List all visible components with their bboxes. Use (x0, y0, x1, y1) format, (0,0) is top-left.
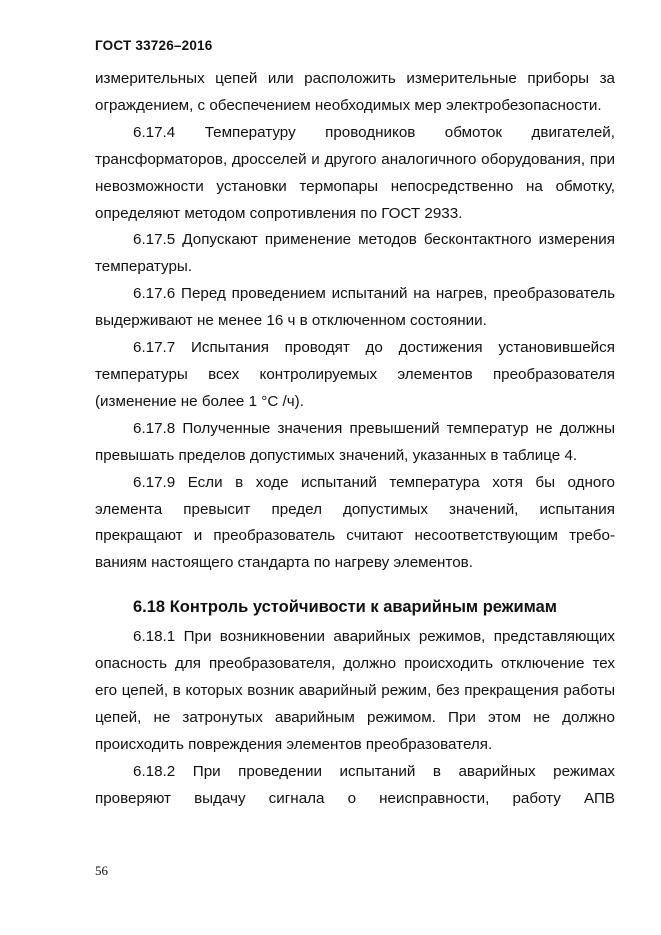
paragraph-6-17-5: 6.17.5 Допускают применение методов бесконтактного измерения температуры. (95, 231, 615, 276)
paragraph-6-18-1: 6.18.1 При возникновении аварийных режимов, представляющих опасность для преобразователя, должно происходить отключение тех его цепей, в которых возник аварийный режим, без прекращения работы цепей, не затронутых аварийным режимом. При этом не должно происходить повреждения элементов преобразователя. (95, 628, 615, 753)
standard-header: ГОСТ 33726–2016 (95, 38, 213, 53)
paragraph-6-17-9: 6.17.9 Если в ходе испытаний температура хотя бы одного элемента превысит предел допустимых значений, испытания прекращают и преобразователь считают несоответствующим требованиям настоящего стандарта по нагреву элементов. (95, 473, 615, 572)
paragraph-6-18-2: 6.18.2 При проведении испытаний в аварийных режимах проверяют выдачу сигнала о неисправности, работу АПВ (95, 762, 615, 807)
section-title: 6.18 Контроль устойчивости к аварийным режимам (133, 598, 557, 617)
document-body (95, 66, 615, 813)
paragraph-continuation: измерительных цепей или расположить измерительные приборы за ограждением, с обеспечением необходимых мер электробезопасности. (95, 70, 615, 114)
paragraph-6-17-7: 6.17.7 Испытания проводят до достижения установившейся температуры всех контролируемых элементов преобразователя (изменение не более 1 °С /ч). (95, 339, 615, 410)
page-number: 56 (95, 863, 108, 878)
paragraph-6-17-6: 6.17.6 Перед проведением испытаний на нагрев, преобразователь выдерживают не менее 16 ч в отключенном состоянии. (95, 285, 615, 330)
paragraph-6-17-8: 6.17.8 Полученные значения превышений температур не должны превышать пределов допустимых значений, указанных в таблице 4. (95, 419, 615, 464)
paragraph-6-17-4: 6.17.4 Температуру проводников обмоток двигателей, трансформаторов, дросселей и другого аналогичного оборудования, при невозможности установки термопары непосредственно на обмотку, определяют методом сопротивления по ГОСТ 2933. (95, 123, 615, 222)
